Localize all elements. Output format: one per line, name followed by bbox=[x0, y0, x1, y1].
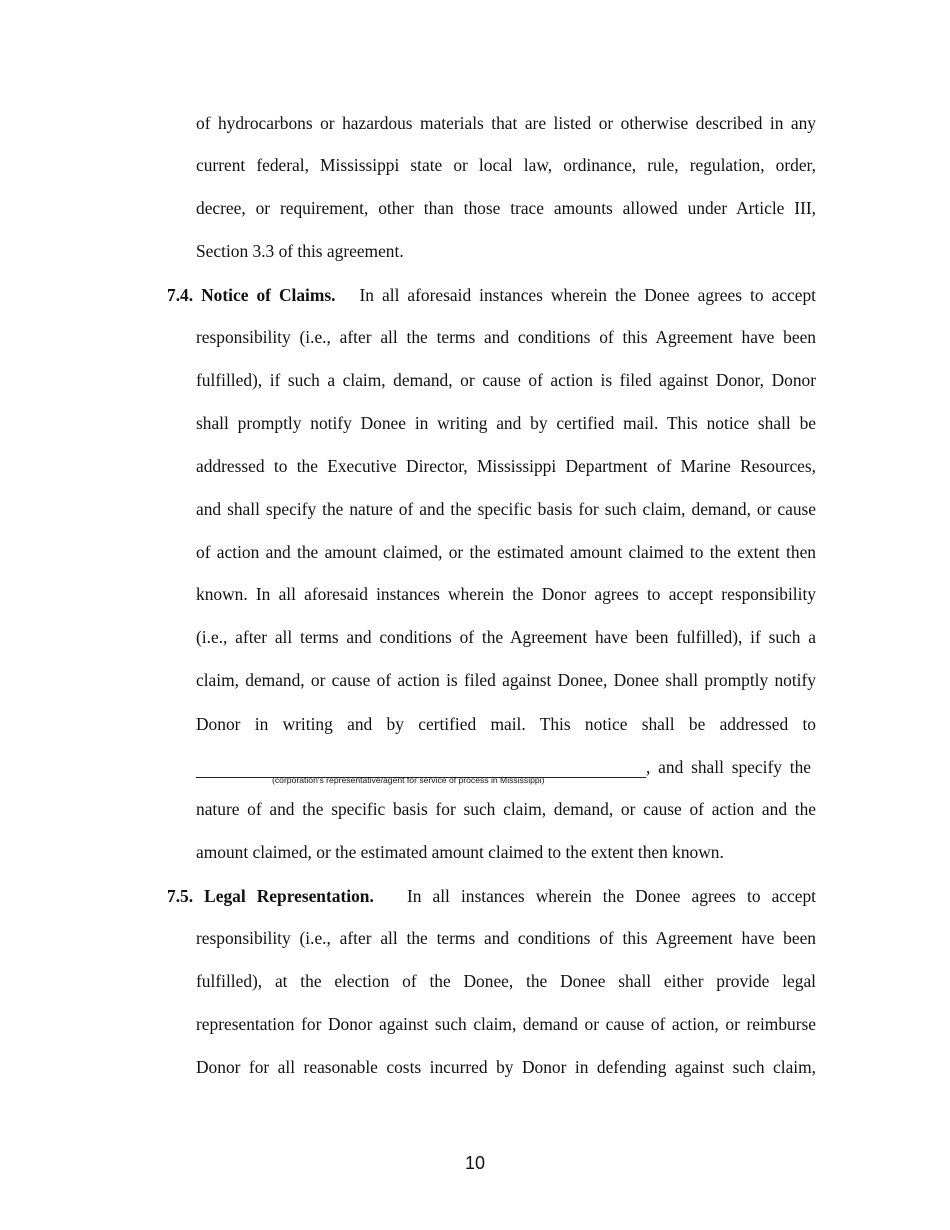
paragraph-line: and shall specify the nature of and the specific basis for such claim, demand, or cause bbox=[196, 499, 816, 519]
page-number: 10 bbox=[464, 1153, 486, 1173]
paragraph-line: current federal, Mississippi state or local law, ordinance, rule, regulation, order, bbox=[196, 155, 816, 175]
paragraph-line: responsibility (i.e., after all the terms and conditions of this Agreement have been bbox=[196, 327, 816, 347]
paragraph-line: Section 3.3 of this agreement. bbox=[196, 241, 404, 261]
section-7-5-first-line-text: In all instances wherein the Donee agrees to accept bbox=[406, 886, 816, 906]
paragraph-line: claim, demand, or cause of action is filed against Donee, Donee shall promptly notify bbox=[196, 670, 816, 690]
section-7-4-heading: Notice of Claims. bbox=[201, 285, 336, 305]
section-7-4-first-line bbox=[167, 284, 816, 306]
paragraph-line: fulfilled), if such a claim, demand, or cause of action is filed against Donor, Donor bbox=[196, 370, 816, 390]
paragraph-line: (i.e., after all terms and conditions of the Agreement have been fulfilled), if such a bbox=[196, 627, 816, 647]
paragraph-line: representation for Donor against such claim, demand or cause of action, or reimburse bbox=[196, 1014, 816, 1034]
section-7-5-first-line bbox=[167, 885, 816, 907]
paragraph-line: Donor in writing and by certified mail. This notice shall be addressed to bbox=[196, 714, 816, 734]
paragraph-line: shall promptly notify Donee in writing and by certified mail. This notice shall be bbox=[196, 413, 816, 433]
paragraph-line: Donor for all reasonable costs incurred by Donor in defending against such claim, bbox=[196, 1057, 816, 1077]
paragraph-line: addressed to the Executive Director, Mississippi Department of Marine Resources, bbox=[196, 456, 816, 476]
section-7-5-number: 7.5. bbox=[167, 886, 194, 906]
address-blank-caption: (corporation's representative/agent for service of process in Mississippi) bbox=[272, 775, 545, 785]
paragraph-line: responsibility (i.e., after all the terms and conditions of this Agreement have been bbox=[196, 928, 816, 948]
section-7-4-number: 7.4. bbox=[167, 285, 194, 305]
address-blank-tail: , and shall specify the bbox=[646, 757, 811, 777]
paragraph-line: amount claimed, or the estimated amount claimed to the extent then known. bbox=[196, 842, 724, 862]
paragraph-line: of hydrocarbons or hazardous materials that are listed or otherwise described in any bbox=[196, 113, 816, 133]
paragraph-line: known. In all aforesaid instances wherein the Donor agrees to accept responsibility bbox=[196, 584, 816, 604]
paragraph-line: of action and the amount claimed, or the estimated amount claimed to the extent then bbox=[196, 542, 816, 562]
section-7-4-first-line-text: In all aforesaid instances wherein the Donee agrees to accept bbox=[359, 285, 816, 305]
paragraph-line: fulfilled), at the election of the Donee, the Donee shall either provide legal bbox=[196, 971, 816, 991]
paragraph-line: decree, or requirement, other than those trace amounts allowed under Article III, bbox=[196, 198, 816, 218]
section-7-5-heading: Legal Representation. bbox=[204, 886, 374, 906]
paragraph-line: nature of and the specific basis for such claim, demand, or cause of action and the bbox=[196, 799, 816, 819]
